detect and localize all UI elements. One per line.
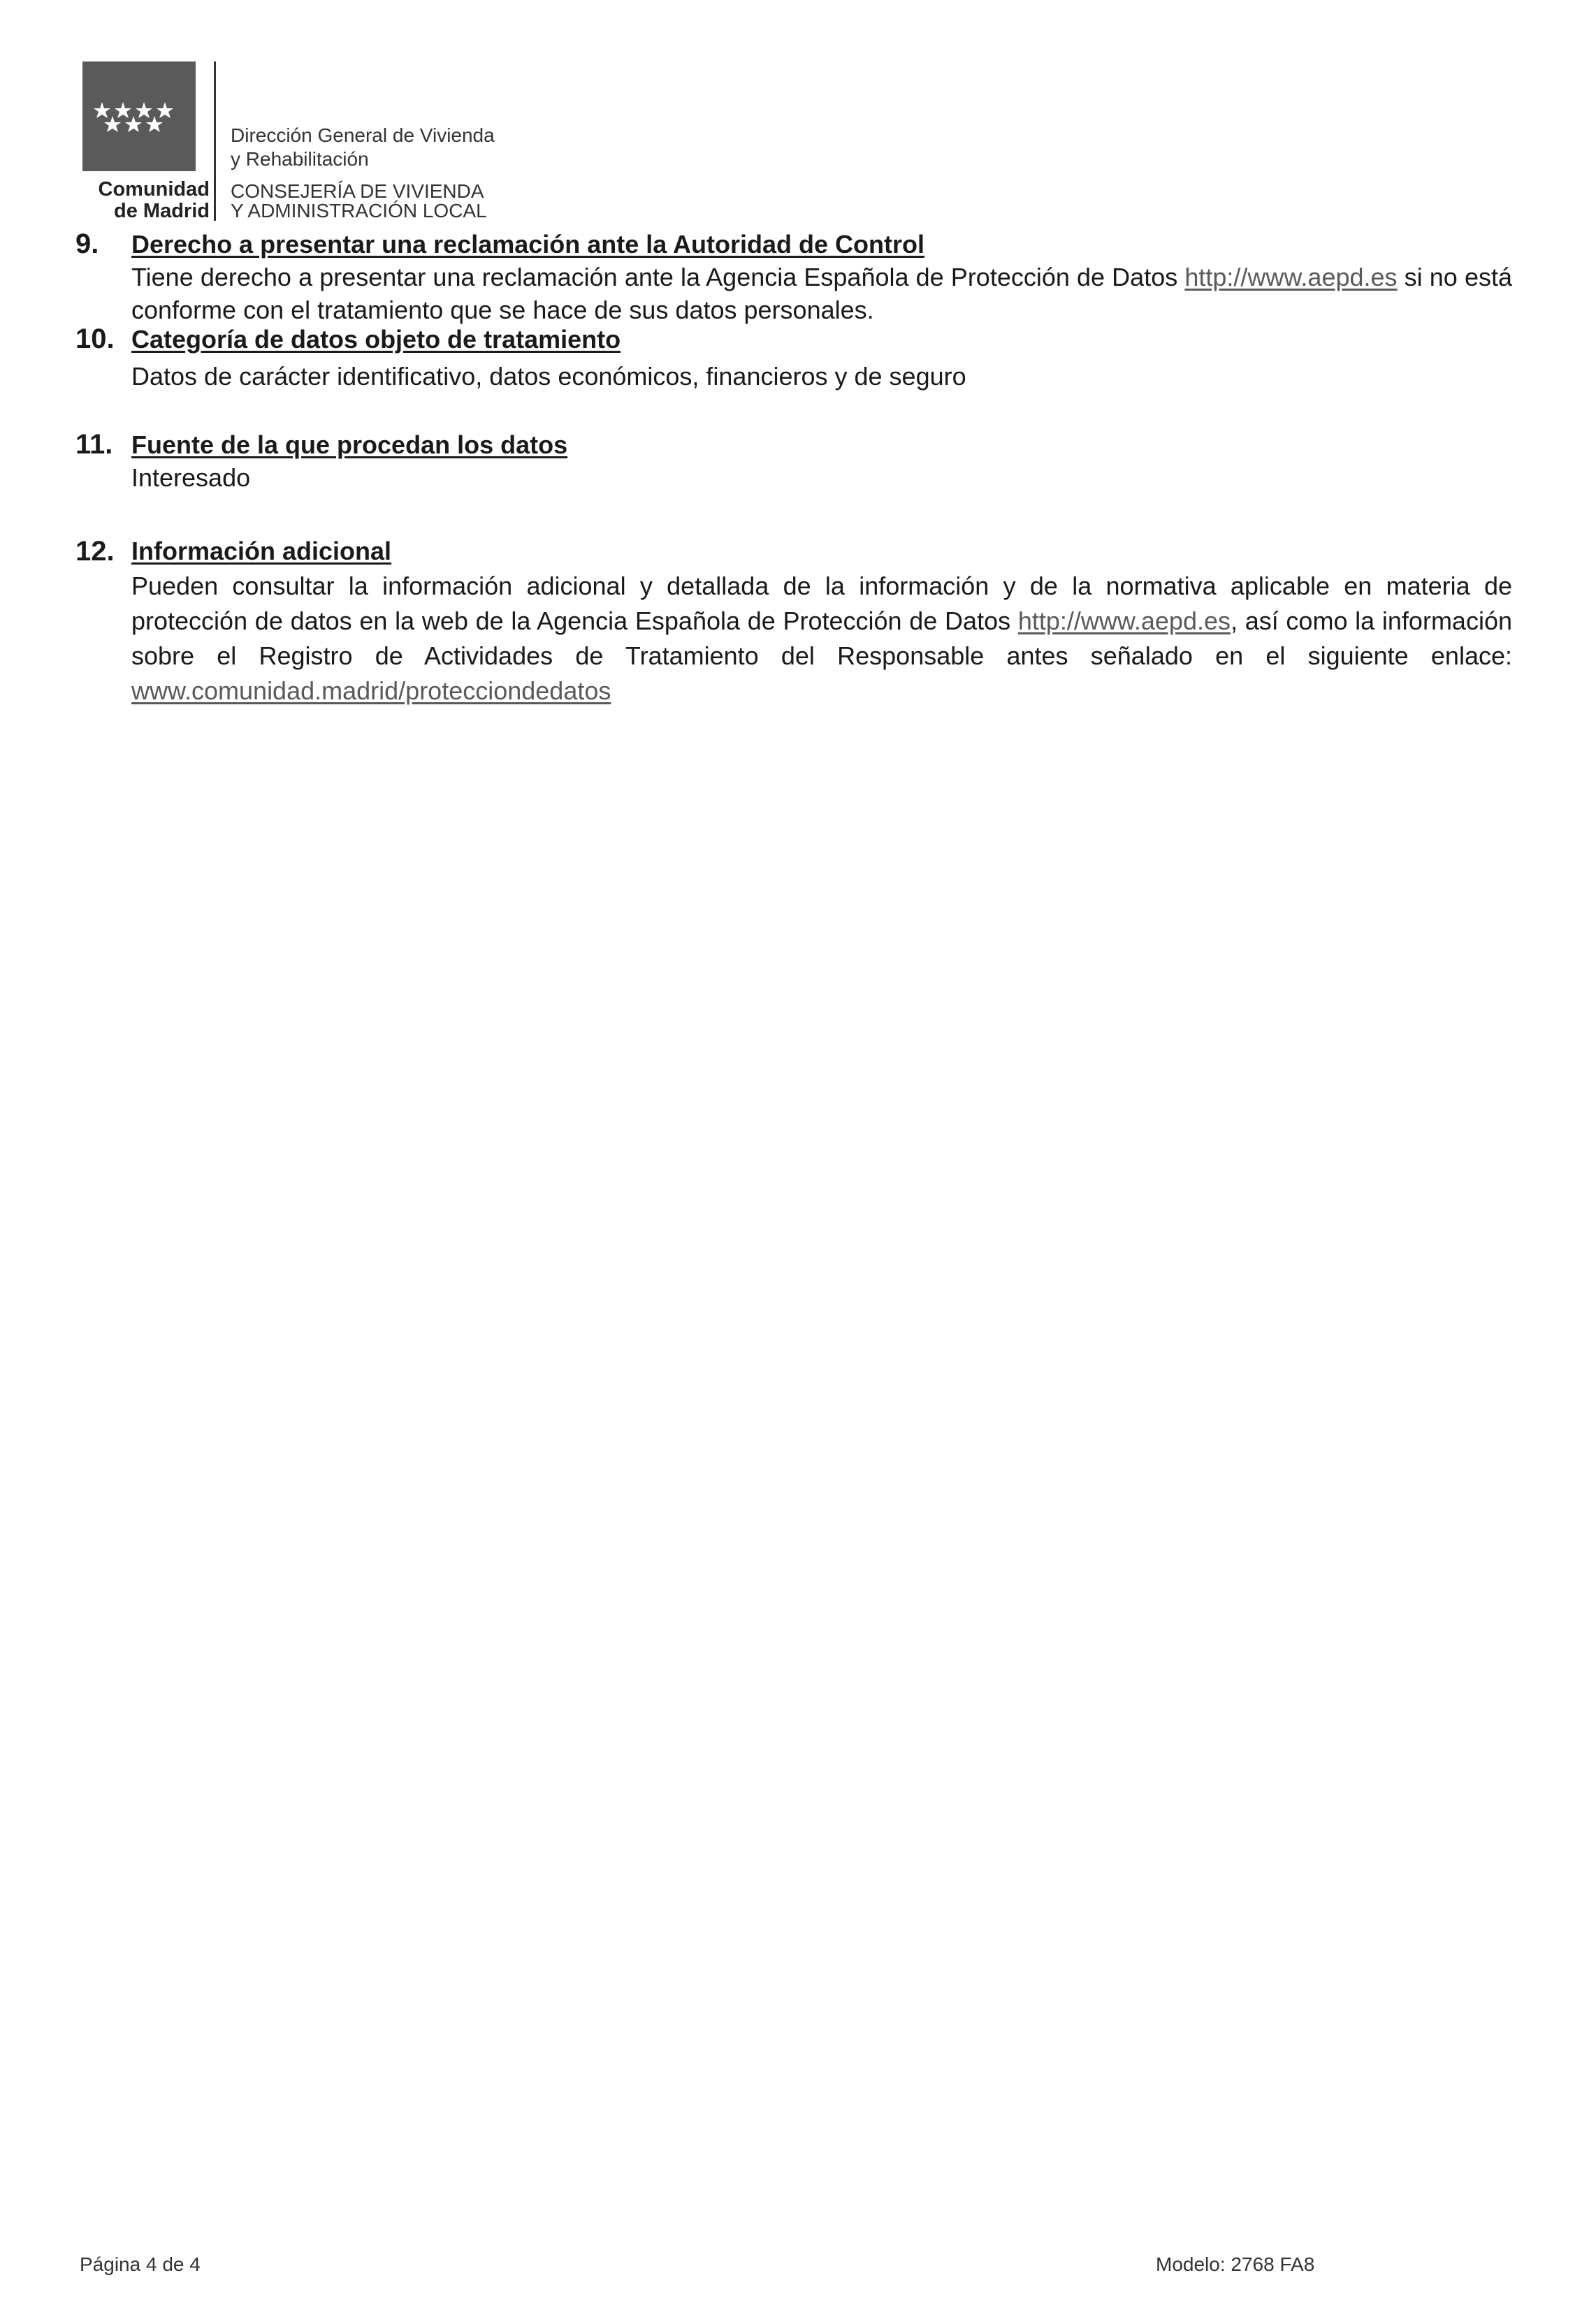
section-number: 11. [75, 429, 113, 460]
section-number: 10. [75, 324, 115, 354]
section-9 [75, 228, 1512, 326]
section-title: Fuente de la que procedan los datos [131, 430, 568, 459]
star-icon [146, 116, 163, 132]
logo-line-2: de Madrid [114, 200, 210, 222]
section-body: Interesado [131, 463, 251, 492]
aepd-link[interactable]: http://www.aepd.es [1184, 263, 1398, 291]
dept-line-2: y Rehabilitación [231, 148, 369, 170]
comunidad-madrid-logo [82, 61, 196, 171]
body-text: , así como la información sobre el Registro de Actividades de Tratamiento del Responsable antes señalado en el siguiente enlace: [131, 606, 1512, 670]
section-11 [75, 428, 1512, 494]
star-icon [94, 102, 110, 118]
body-text: si no está conforme con el tratamiento que se hace de sus datos personales. [131, 263, 1512, 324]
stars-icon [82, 61, 196, 171]
section-title: Información adicional [131, 537, 392, 565]
consejeria-line-2: Y ADMINISTRACIÓN LOCAL [231, 200, 487, 221]
star-icon [125, 116, 142, 132]
header-divider [214, 61, 216, 221]
section-title: Derecho a presentar una reclamación ante la Autoridad de Control [131, 230, 924, 259]
section-12 [75, 534, 1512, 709]
aepd-link[interactable]: http://www.aepd.es [1017, 606, 1231, 635]
page-number: Página 4 de 4 [80, 2253, 201, 2275]
section-body [131, 569, 1512, 709]
section-10 [75, 323, 1512, 393]
model-number: Modelo: 2768 FA8 [1156, 2253, 1315, 2275]
section-number: 12. [75, 536, 115, 567]
section-title: Categoría de datos objeto de tratamiento [131, 325, 621, 354]
dept-line-1: Dirección General de Vivienda [231, 124, 495, 146]
proteccion-datos-link[interactable]: www.comunidad.madrid/protecciondedatos [131, 676, 611, 705]
section-body [131, 261, 1512, 326]
star-icon [136, 102, 152, 118]
logo-text [70, 179, 210, 222]
body-text: Tiene derecho a presentar una reclamación ante la Agencia Española de Protección de Datos [131, 263, 1185, 291]
star-icon [115, 102, 131, 118]
section-number: 9. [75, 228, 99, 259]
star-icon [157, 102, 173, 118]
star-icon [104, 116, 121, 132]
consejeria-line-1: CONSEJERÍA DE VIVIENDA [231, 180, 484, 202]
logo-line-1: Comunidad [98, 178, 210, 201]
body-text: Pueden consultar la información adicional y detallada de la información y de la normativa aplicable en materia de protección de datos en la web de la Agencia Española de Protección de Datos [131, 572, 1512, 635]
section-body: Datos de carácter identificativo, datos económicos, financieros y de seguro [131, 362, 966, 391]
